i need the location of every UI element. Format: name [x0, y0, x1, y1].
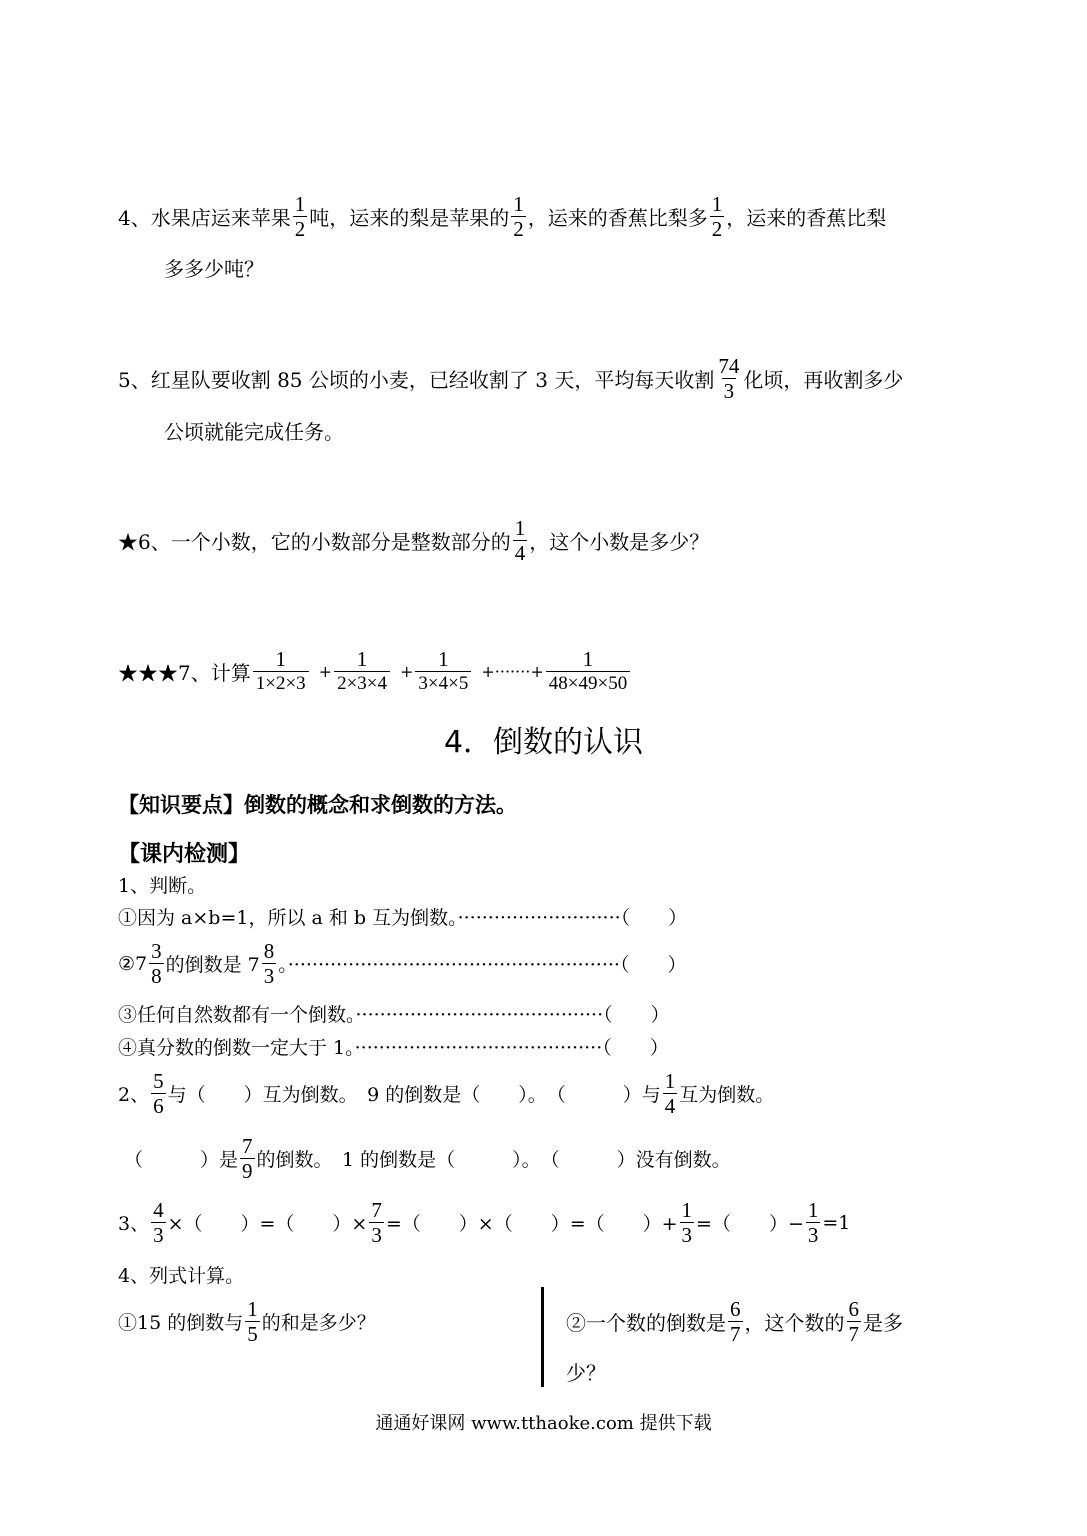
- problem-4-right-line2: [566, 1357, 606, 1386]
- numerator: 1: [582, 647, 594, 671]
- fraction: [334, 647, 390, 696]
- fraction: [680, 1198, 695, 1247]
- question-5-line2: [164, 416, 344, 445]
- question-7: [118, 647, 632, 696]
- fraction: [149, 939, 164, 988]
- text: 与（ ）互为倒数。 9 的倒数是（ ）。 （ ）与: [167, 1084, 661, 1106]
- numerator: 6: [848, 1297, 859, 1321]
- denominator: 1×2×3: [253, 671, 309, 696]
- page-footer: 通通好课网 www.tthaoke.com 提供下载: [375, 1413, 712, 1434]
- text: 少？: [566, 1361, 606, 1385]
- text: 的倒数。 1 的倒数是（ ）。 （ ）没有倒数。: [256, 1149, 731, 1171]
- text: ，运来的香蕉比梨多: [527, 206, 708, 230]
- text: =（ ）×（ ）=（ ）+: [385, 1213, 678, 1235]
- problem-1-item-4: [118, 1033, 669, 1060]
- numerator: 1: [438, 647, 449, 671]
- fraction: [663, 1069, 678, 1118]
- text: ③任何自然数都有一个倒数。·········································（ ）: [118, 1004, 670, 1026]
- fraction: [710, 192, 725, 241]
- question-4-line1: [118, 192, 886, 241]
- text: 化顷，再收割多少: [743, 368, 904, 392]
- text: 公顷就能完成任务。: [164, 420, 344, 444]
- question-5-line1: [118, 354, 903, 403]
- fraction: [806, 1198, 821, 1247]
- knowledge-text: 倒数的概念和求倒数的方法。: [244, 793, 517, 817]
- denominator: 7: [848, 1322, 859, 1346]
- text: ★★★7、计算: [118, 661, 251, 685]
- problem-2-line1: [118, 1069, 774, 1118]
- problem-4-head: [118, 1261, 244, 1288]
- column-divider: [541, 1287, 544, 1387]
- fraction: [369, 1198, 384, 1247]
- denominator: 2: [711, 217, 723, 241]
- text: ，运来的香蕉比梨: [726, 206, 887, 230]
- text: =（ ）−: [696, 1213, 804, 1235]
- denominator: 8: [151, 964, 162, 988]
- text: 互为倒数。: [679, 1084, 775, 1106]
- section-title: 4．倒数的认识: [443, 725, 644, 760]
- numerator: 7: [371, 1198, 382, 1222]
- denominator: 3: [153, 1223, 164, 1247]
- numerator: 1: [681, 1198, 693, 1222]
- text: 3、: [118, 1213, 150, 1235]
- problem-1-item-1: [118, 903, 687, 930]
- denominator: 3: [263, 964, 275, 988]
- fraction: [151, 1069, 166, 1118]
- numerator: 1: [513, 192, 524, 216]
- numerator: 8: [263, 939, 275, 963]
- text: ，这个小数是多少？: [529, 530, 710, 554]
- numerator: 4: [153, 1198, 164, 1222]
- fraction: [293, 192, 308, 241]
- text: ①因为 a×b=1，所以 a 和 b 互为倒数。···························（ ）: [118, 907, 688, 929]
- numerator: 1: [664, 1069, 676, 1093]
- denominator: 7: [730, 1322, 741, 1346]
- fraction: [847, 1297, 862, 1346]
- numerator: 1: [294, 192, 306, 216]
- denominator: 2×3×4: [334, 671, 390, 696]
- fraction: [151, 1198, 166, 1247]
- fraction: [546, 647, 630, 696]
- denominator: 3×4×5: [415, 671, 471, 696]
- fraction: [513, 516, 528, 565]
- fraction: [716, 354, 741, 403]
- fraction: [240, 1134, 255, 1183]
- fraction: [728, 1297, 743, 1346]
- question-6: [118, 516, 709, 565]
- plus-sign: +: [400, 662, 414, 681]
- denominator: 3: [723, 379, 735, 403]
- denominator: 2: [294, 217, 306, 241]
- denominator: 3: [371, 1223, 382, 1247]
- numerator: 6: [730, 1297, 741, 1321]
- text: 2、: [118, 1084, 150, 1106]
- problem-2-line2: [124, 1134, 731, 1183]
- problem-4-left: [118, 1297, 376, 1346]
- text: 的倒数是 7: [165, 954, 260, 976]
- text: ×（ ）=（ ）×: [167, 1213, 368, 1235]
- denominator: 3: [681, 1223, 693, 1247]
- numerator: 7: [242, 1134, 253, 1158]
- denominator: 48×49×50: [546, 671, 630, 696]
- fraction: [511, 192, 526, 241]
- numerator: 1: [711, 192, 723, 216]
- numerator: 5: [153, 1069, 164, 1093]
- denominator: 6: [153, 1094, 164, 1118]
- problem-1-head: [118, 871, 206, 898]
- denominator: 2: [513, 217, 524, 241]
- problem-1-item-2: [118, 939, 686, 988]
- text: 多多少吨？: [164, 257, 264, 281]
- numerator: 3: [151, 939, 162, 963]
- text: ②一个数的倒数是: [566, 1311, 726, 1335]
- question-4-line2: [164, 253, 264, 282]
- plus-sign: +: [318, 662, 333, 681]
- problem-3: [118, 1198, 850, 1247]
- numerator: 1: [247, 1297, 258, 1321]
- numerator: 1: [275, 647, 286, 671]
- numerator: 1: [356, 647, 368, 671]
- text: 5、红星队要收割 85 公顷的小麦，已经收割了 3 天，平均每天收割: [118, 368, 715, 392]
- text: 4、水果店运来苹果: [118, 206, 291, 230]
- knowledge-points: [118, 789, 517, 819]
- denominator: 3: [807, 1223, 819, 1247]
- text: 4、列式计算。: [118, 1265, 245, 1287]
- fraction: [253, 647, 309, 696]
- text: 1、判断。: [118, 875, 207, 897]
- text: ①15 的倒数与: [118, 1312, 244, 1334]
- problem-1-item-3: [118, 1000, 670, 1027]
- knowledge-label: 【知识要点】: [118, 793, 244, 817]
- fraction: [415, 647, 471, 696]
- text: ★6、一个小数，它的小数部分是整数部分的: [118, 530, 511, 554]
- text: 。·······················································（ ）: [278, 954, 687, 976]
- text: 的和是多少？: [261, 1312, 376, 1334]
- fraction: [245, 1297, 260, 1346]
- text: 吨，运来的梨是苹果的: [309, 206, 510, 230]
- problem-4-right: [566, 1297, 903, 1346]
- numerator: 1: [807, 1198, 819, 1222]
- denominator: 5: [247, 1322, 258, 1346]
- denominator: 9: [242, 1159, 253, 1183]
- denominator: 4: [664, 1094, 676, 1118]
- class-check-label: [118, 837, 250, 868]
- text: ②7: [118, 952, 148, 975]
- text: ，这个数的: [744, 1311, 845, 1335]
- text: 【课内检测】: [118, 842, 251, 867]
- text: （ ）是: [124, 1149, 239, 1171]
- numerator: 1: [514, 516, 526, 540]
- numerator: 74: [718, 354, 740, 378]
- denominator: 4: [514, 541, 526, 565]
- text: =1: [822, 1211, 851, 1234]
- fraction: [262, 939, 277, 988]
- text: 是多: [863, 1311, 903, 1335]
- ellipsis-terms: +·······+: [481, 662, 544, 681]
- text: ④真分数的倒数一定大于 1。·········································（ ）: [118, 1037, 669, 1059]
